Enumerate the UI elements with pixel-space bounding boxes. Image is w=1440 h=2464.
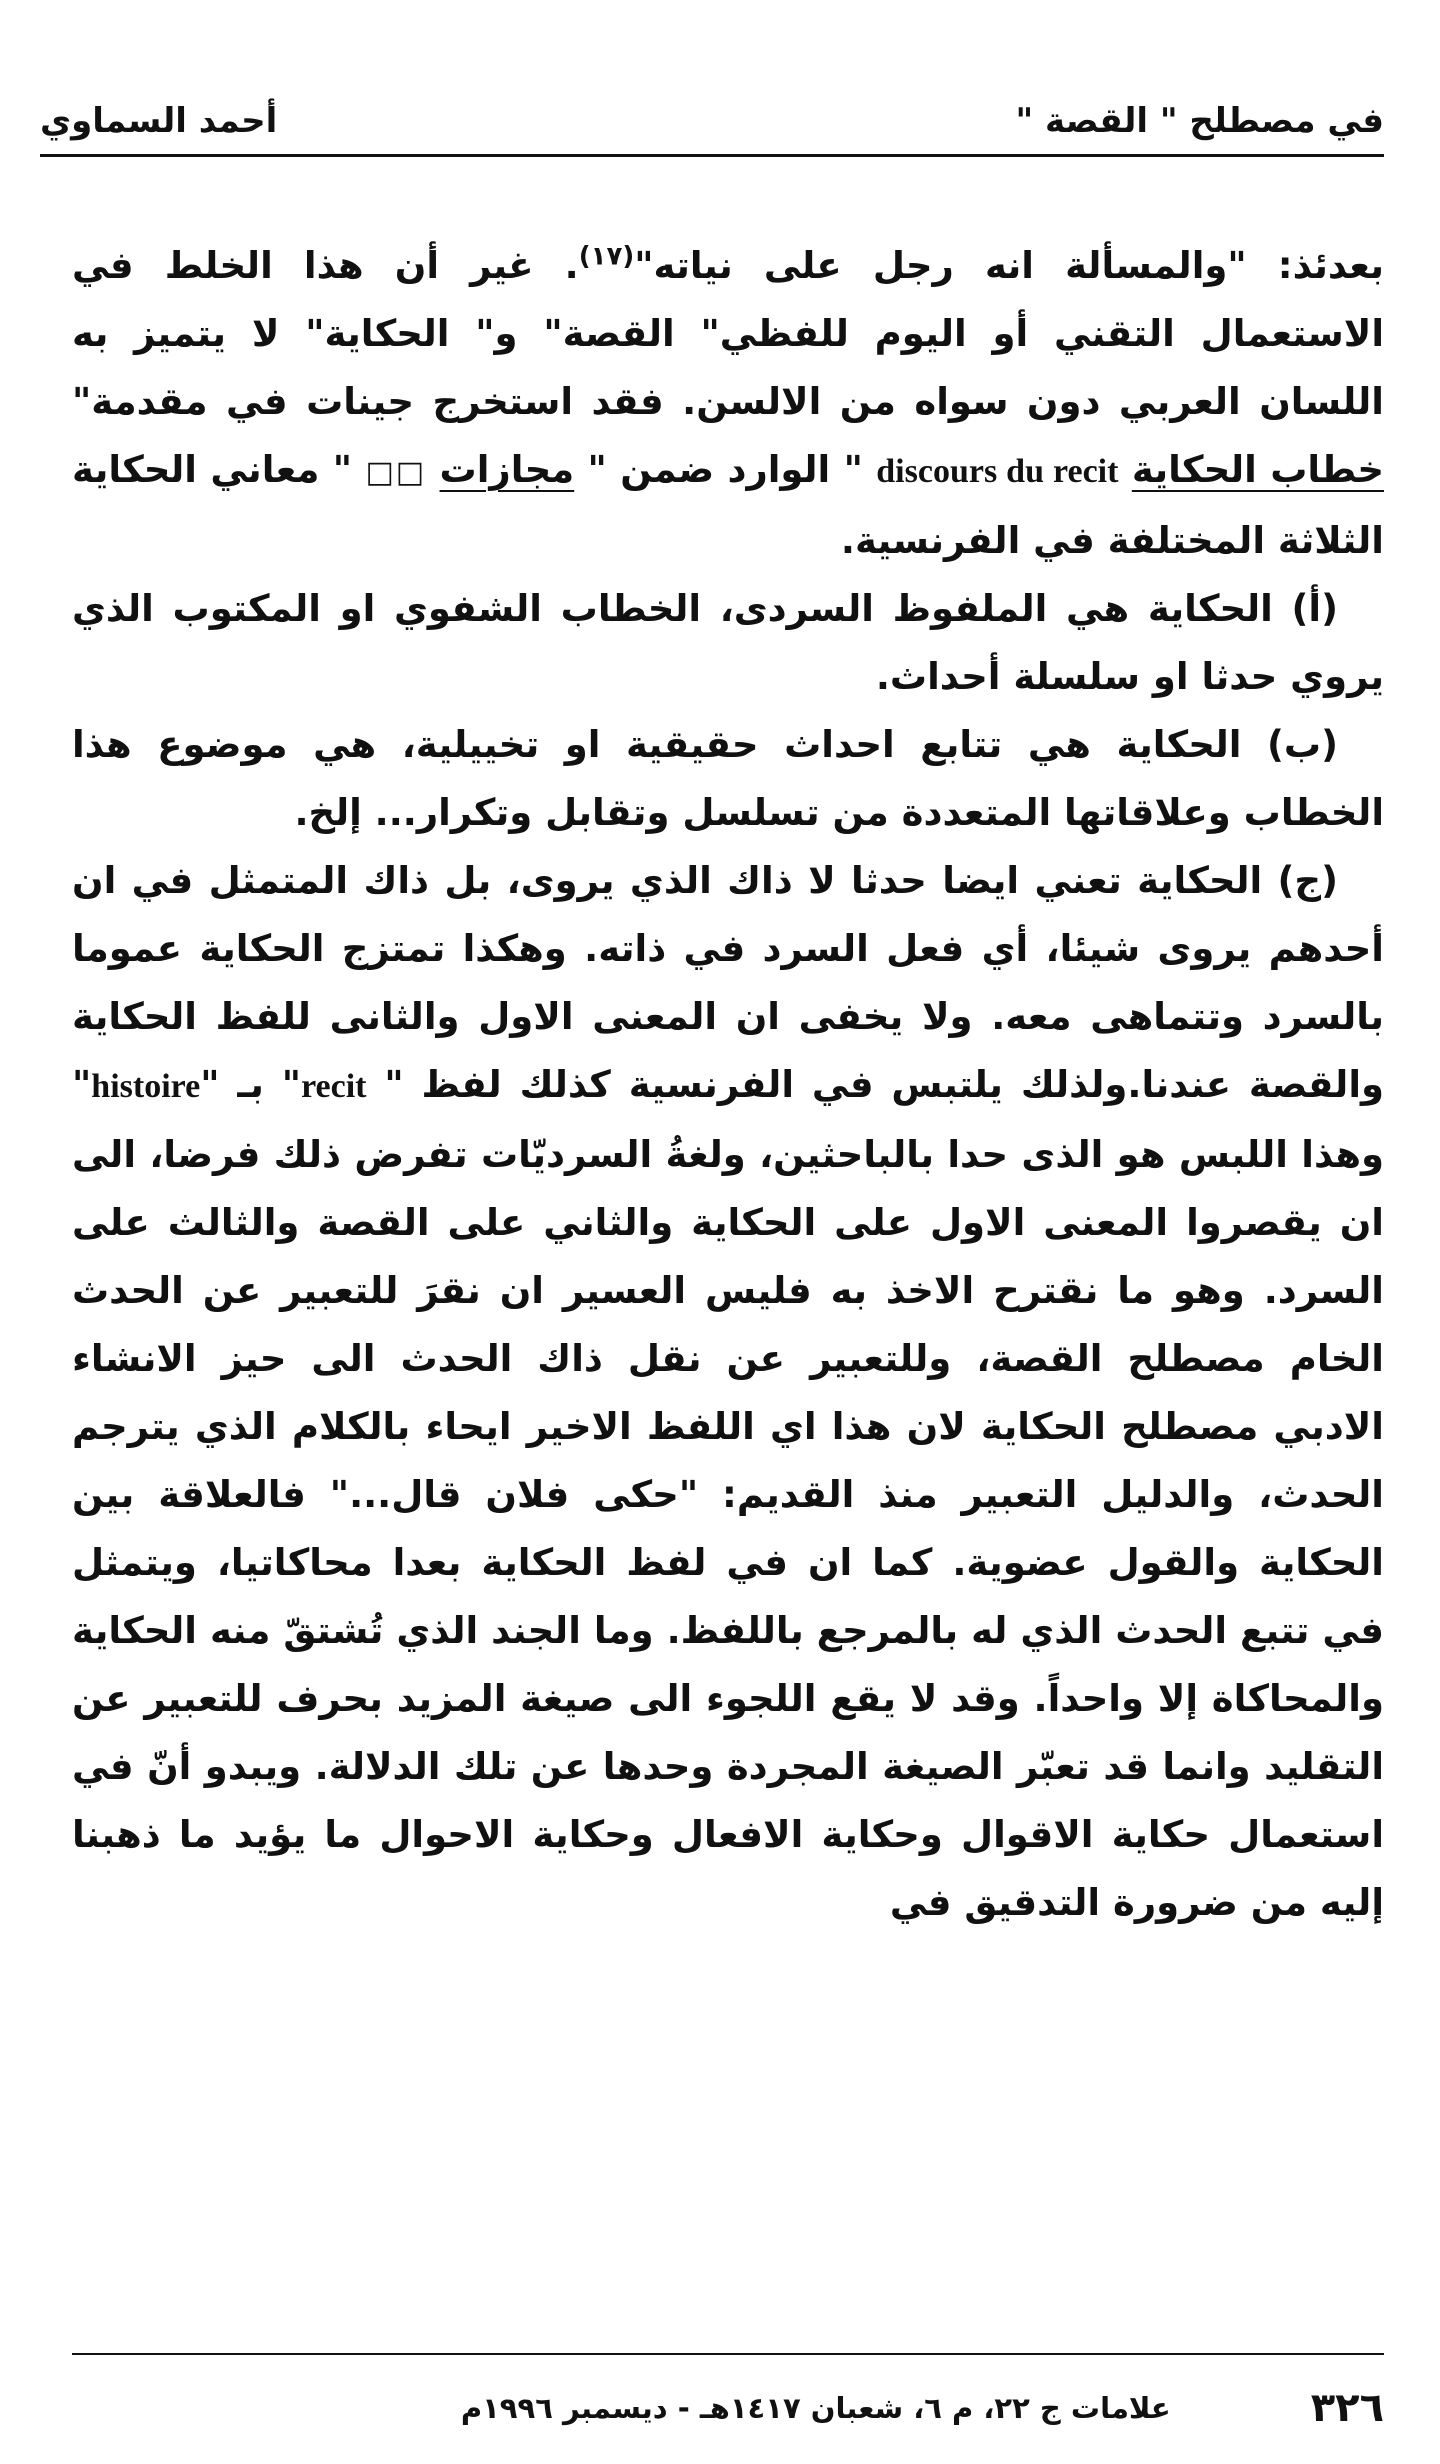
article-body	[72, 232, 1384, 1937]
header-divider	[40, 154, 1384, 157]
paragraph-meaning-b: (ب) الحكاية هي تتابع احداث حقيقية او تخييلية، هي موضوع هذا الخطاب وعلاقاتها المتعددة من تسلسل وتقابل وتكرار... إلخ.	[72, 723, 1384, 834]
book-title-arabic: خطاب الحكاية	[1131, 448, 1384, 491]
header-article-title: في مصطلح " القصة "	[1015, 101, 1384, 141]
footer-divider	[72, 2353, 1384, 2355]
paragraph-intro-text-3: " الوارد ضمن "	[574, 448, 877, 491]
paragraph-intro-text-1: بعدئذ: "والمسألة انه رجل على نياته"	[634, 244, 1384, 287]
placeholder-boxes: □□	[365, 455, 427, 490]
footnote-reference: (١٧)	[578, 241, 635, 272]
paragraph-meaning-c	[72, 847, 1384, 1937]
page-number: ٣٢٦	[1310, 2385, 1384, 2431]
running-header	[40, 92, 1384, 150]
paragraph-intro-text-2: . غير أن هذا الخلط في الاستعمال التقني أو اليوم للفظي" القصة" و" الحكاية" لا يتميز به اللسان العربي دون سواه من الالسن. فقد استخرج جينات في مقدمة"	[72, 244, 1384, 423]
book-title-french: discours du recit	[876, 453, 1119, 490]
header-author-name: أحمد السماوي	[40, 101, 278, 141]
term-histoire: histoire	[91, 1068, 201, 1105]
term-recit: recit	[301, 1068, 367, 1105]
paragraph-c-text-1: (ج) الحكاية تعني ايضا حدثا لا ذاك الذي يروى، بل ذاك المتمثل في ان أحدهم يروى شيئا، أي فعل السرد في ذاته. وهكذا تمتزج الحكاية عموما بالسرد وتتماهى معه. ولا يخفى ان المعنى الاول والثانى للفظ الحكاية والقصة عندنا.ولذلك يلتبس في الفرنسية كذلك لفظ "	[72, 859, 1384, 1106]
running-footer	[72, 2378, 1384, 2438]
paragraph-c-text-2: " بـ "	[200, 1063, 302, 1106]
paragraph-meaning-a: (أ) الحكاية هي الملفوظ السردى، الخطاب الشفوي او المكتوب الذي يروي حدثا او سلسلة أحداث.	[72, 587, 1384, 698]
paragraph-intro	[72, 232, 1384, 575]
paragraph-c-text-3: " وهذا اللبس هو الذى حدا بالباحثين، ولغةُ السرديّات تفرض ذلك فرضا، الى ان يقصروا المعنى الاول على الحكاية والثاني على القصة والثالث على السرد. وهو ما نقترح الاخذ به فليس العسير ان نقرَ للتعبير عن الحدث الخام مصطلح القصة، وللتعبير عن نقل ذاك الحدث الى حيز الانشاء الادبي مصطلح الحكاية لان هذا اي اللفظ الاخير ايحاء بالكلام الذي يترجم الحدث، والدليل التعبير منذ القديم: "حكى فلان قال..." فالعلاقة بين الحكاية والقول عضوية. كما ان في لفظ الحكاية بعدا محاكاتيا، ويتمثل في تتبع الحدث الذي له بالمرجع باللفظ. وما الجند الذي تُشتقّ منه الحكاية والمحاكاة إلا واحداً. وقد لا يقع اللجوء الى صيغة المزيد بحرف للتعبير عن التقليد وانما قد تعبّر الصيغة المجردة وحدها عن تلك الدلالة. ويبدو أنّ في استعمال حكاية الاقوال وحكاية الافعال وحكاية الاحوال ما يؤيد ما ذهبنا إليه من ضرورة التدقيق في	[72, 1063, 1384, 1924]
paragraph-intro-text-4: " معاني الحكاية الثلاثة المختلفة في الفرنسية.	[72, 448, 1384, 562]
journal-citation: علامات ج ٢٢، م ٦، شعبان ١٤١٧هـ - ديسمبر ١٩٩٦م	[460, 2391, 1171, 2425]
series-title: مجازات	[439, 448, 575, 491]
